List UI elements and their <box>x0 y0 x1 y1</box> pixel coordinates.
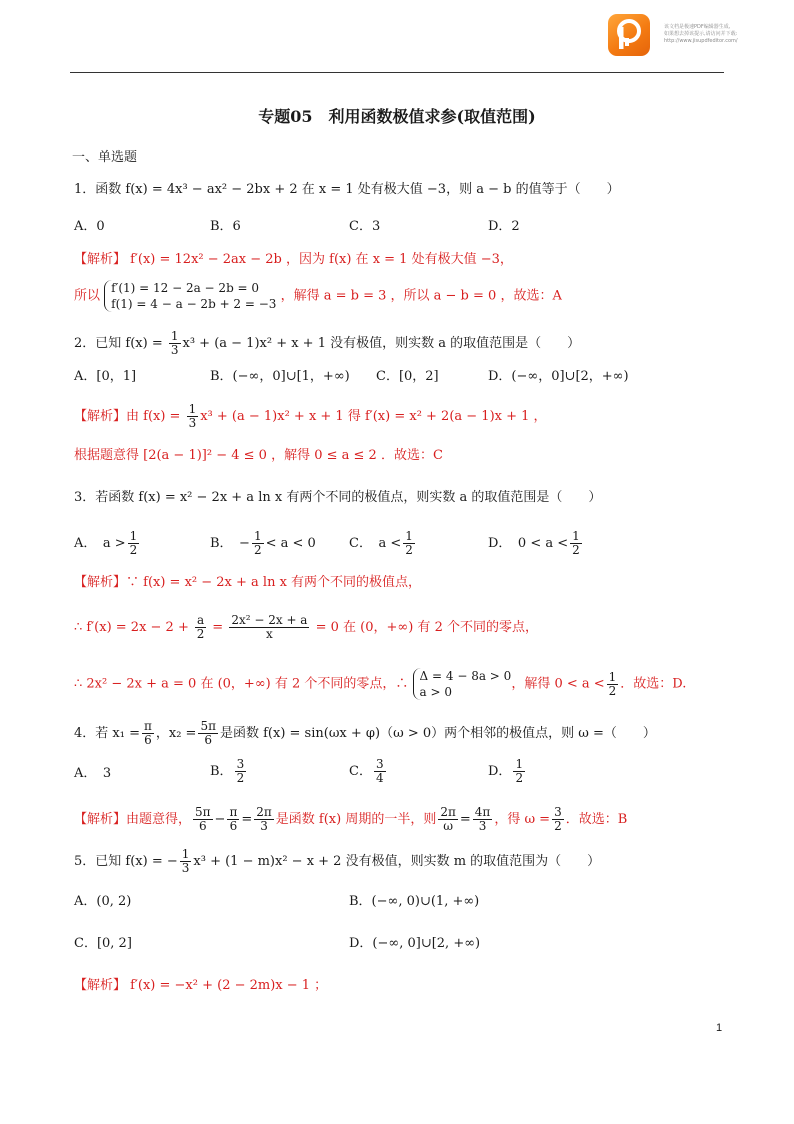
q4-sol-frac-1 <box>193 806 213 833</box>
q4-stem-frac-2 <box>198 720 218 747</box>
q3-opt-d-label: D． 0 < a < <box>488 536 569 551</box>
q2-sol-fraction <box>187 403 199 430</box>
q4-opt-d-den: 2 <box>515 771 524 785</box>
q3-sol2-prefix: ∴ f′(x) = 2x − 2 + <box>74 620 193 635</box>
q2-option-d: D．(−∞，0]∪[2，+∞) <box>488 369 629 384</box>
q4-opt-c-label: C． <box>349 764 372 779</box>
q1-option-a: A．0 <box>74 219 105 234</box>
q4-sol-f: ，得 ω = <box>494 812 551 827</box>
q3-sol3-fraction <box>607 671 619 698</box>
q4-opt-b-den: 2 <box>236 771 245 785</box>
q3-option-a <box>74 530 141 557</box>
q3-opt-b-num: 1 <box>253 529 262 543</box>
q4-f1-num: π <box>143 719 152 733</box>
watermark-line-1: 该文档是极速PDF编辑器生成, <box>664 24 731 30</box>
q1-sol-result: ，解得 a = b = 3 ，所以 a − b = 0 ，故选：A <box>280 288 562 304</box>
q4-sol-a: 【解析】由题意得， <box>74 812 192 827</box>
q2-sol-frac-num: 1 <box>188 402 197 416</box>
q5-stem <box>74 848 600 875</box>
q4-opt-b-num: 3 <box>236 757 245 771</box>
q2-stem <box>74 330 580 357</box>
q3-opt-a-label: A． a > <box>74 536 126 551</box>
q3-sol2-f1-num: a <box>197 613 205 627</box>
q4-sf3-den: 3 <box>260 819 268 833</box>
q4-sf4-den: ω <box>443 819 453 833</box>
q4-sol-frac-4 <box>438 806 458 833</box>
q2-stem-suffix: x³ + (a − 1)x² + x + 1 没有极值，则实数 a 的取值范围是（ ） <box>182 336 581 351</box>
q1-equation-system <box>104 280 276 312</box>
q4-f1-den: 6 <box>144 733 152 747</box>
q3-sol3-prefix: ∴ 2x² − 2x + a = 0 在 (0，+∞) 有 2 个不同的零点，∴ <box>74 676 409 692</box>
q3-solution-line-2 <box>74 614 538 641</box>
q5-option-d: D．(−∞, 0]∪[2, +∞) <box>349 936 481 951</box>
q4-stem <box>74 720 656 747</box>
q3-opt-c-fraction <box>403 530 415 557</box>
q3-option-d <box>488 530 584 557</box>
q4-sol-e: = <box>459 812 471 827</box>
q3-sol2-fraction-2 <box>229 614 309 641</box>
q4-opt-d-fraction <box>513 758 525 785</box>
q3-option-c <box>349 530 417 557</box>
q5-option-c: C．[0, 2] <box>74 936 132 951</box>
q4-sf6-num: 3 <box>554 805 562 819</box>
q4-opt-d-num: 1 <box>515 757 524 771</box>
q3-solution-line-1: 【解析】∵ f(x) = x² − 2x + a ln x 有两个不同的极值点， <box>74 575 422 590</box>
q4-sf2-num: π <box>229 805 238 819</box>
q4-option-a: A． 3 <box>74 766 112 781</box>
q4-sf6-den: 2 <box>554 819 562 833</box>
q1-system-eq-2: f(1) = 4 − a − 2b + 2 = −3 <box>111 297 277 311</box>
q4-stem-b: ，x₂ = <box>155 726 197 741</box>
q2-frac-num: 1 <box>170 329 179 343</box>
q4-sol-c: = <box>241 812 253 827</box>
q4-f2-num: 5π <box>200 719 216 733</box>
q3-sol2-f2-num: 2x² − 2x + a <box>231 613 308 627</box>
q4-stem-frac-1 <box>142 720 154 747</box>
brand-logo <box>608 14 650 56</box>
section-heading: 一、单选题 <box>72 150 138 165</box>
q2-sol-suffix: x³ + (a − 1)x² + x + 1 得 f′(x) = x² + 2(a − 1)x + 1 ， <box>200 409 547 424</box>
q3-sol2-equals: = <box>208 620 228 635</box>
q3-opt-a-den: 2 <box>129 543 138 557</box>
q3-solution-line-3 <box>74 668 686 700</box>
q4-sol-g: ．故选：B <box>565 812 628 827</box>
q4-opt-b-fraction <box>235 758 247 785</box>
q4-sf1-num: 5π <box>195 805 211 819</box>
q5-solution: 【解析】 f′(x) = −x² + (2 − 2m)x − 1 ； <box>74 978 328 993</box>
q4-option-b <box>210 758 248 785</box>
q3-system-eq-2: a > 0 <box>419 685 453 699</box>
q3-sol3-f-den: 2 <box>608 683 617 698</box>
q3-opt-b-label: B． − <box>210 536 250 551</box>
q5-option-a: A．(0, 2) <box>74 894 132 909</box>
q4-sf5-den: 3 <box>478 819 487 833</box>
q4-sol-b: − <box>214 812 226 827</box>
page-number: 1 <box>716 1022 723 1034</box>
q5-stem-prefix: 5．已知 f(x) = − <box>74 854 178 869</box>
q2-solution-line-1 <box>74 403 547 430</box>
q2-frac-den: 3 <box>170 343 179 357</box>
q3-opt-b-den: 2 <box>253 543 262 557</box>
q3-sol2-f1-den: 2 <box>196 627 205 641</box>
q3-opt-d-den: 2 <box>572 543 580 557</box>
q4-sf1-den: 6 <box>198 819 207 833</box>
q4-sf4-num: 2π <box>440 805 456 819</box>
q4-stem-a: 4．若 x₁ = <box>74 726 140 741</box>
page-title: 专题05 利用函数极值求参(取值范围) <box>258 107 536 126</box>
q4-opt-c-den: 4 <box>375 771 384 785</box>
q4-stem-c: 是函数 f(x) = sin(ωx + φ)（ω > 0）两个相邻的极值点，则 ω =（ ） <box>219 726 656 741</box>
q3-system-eq-1: Δ = 4 − 8a > 0 <box>419 669 512 683</box>
q3-sol3-suffix: ．故选：D. <box>620 676 687 692</box>
q4-sf2-den: 6 <box>229 819 238 833</box>
q4-solution <box>74 806 627 833</box>
q1-system-eq-1: f′(1) = 12 − 2a − 2b = 0 <box>111 281 260 295</box>
q4-opt-c-fraction <box>374 758 386 785</box>
q4-sol-frac-5 <box>473 806 493 833</box>
q2-fraction <box>169 330 181 357</box>
q3-opt-c-num: 1 <box>405 529 413 543</box>
q4-option-c <box>349 758 388 785</box>
q5-option-b: B．(−∞, 0)∪(1, +∞) <box>349 894 480 909</box>
q4-sol-frac-3 <box>254 806 274 833</box>
q3-opt-c-label: C． a < <box>349 536 402 551</box>
q5-frac-num: 1 <box>181 847 190 861</box>
q2-stem-prefix: 2．已知 f(x) = <box>74 336 167 351</box>
q4-sf3-num: 2π <box>256 805 272 819</box>
q3-opt-a-num: 1 <box>129 529 138 543</box>
q4-option-d <box>488 758 527 785</box>
q3-opt-a-fraction <box>128 530 140 557</box>
q5-stem-suffix: x³ + (1 − m)x² − x + 2 没有极值，则实数 m 的取值范围为（ ） <box>193 854 601 869</box>
q3-sol2-suffix: = 0 在 (0，+∞) 有 2 个不同的零点， <box>311 620 538 635</box>
watermark-line-3: http://www.jisupdfeditor.com/ <box>664 38 738 44</box>
q3-option-b <box>210 530 316 557</box>
q3-sol2-fraction-1 <box>195 614 206 641</box>
header-rule <box>70 72 724 73</box>
q3-sol2-f2-den: x <box>266 627 273 641</box>
q1-option-b: B．6 <box>210 219 241 234</box>
q3-opt-d-num: 1 <box>572 529 580 543</box>
q3-equation-system <box>413 668 512 700</box>
q5-fraction <box>180 848 192 875</box>
q2-sol-prefix: 【解析】由 f(x) = <box>74 409 185 424</box>
q3-opt-b-suffix: < a < 0 <box>265 536 316 551</box>
q3-opt-c-den: 2 <box>405 543 413 557</box>
q4-sol-d: 是函数 f(x) 周期的一半，则 <box>275 812 437 827</box>
q3-sol3-mid: ，解得 0 < a < <box>511 676 605 692</box>
q4-opt-c-num: 3 <box>375 757 384 771</box>
q2-solution-line-2: 根据题意得 [2(a − 1)]² − 4 ≤ 0 ，解得 0 ≤ a ≤ 2 ．故选：C <box>74 448 443 463</box>
q4-opt-b-label: B． <box>210 764 233 779</box>
q1-solution-line-2 <box>74 280 562 312</box>
q2-sol-frac-den: 3 <box>188 416 197 430</box>
q4-sol-frac-6 <box>552 806 564 833</box>
q3-opt-d-fraction <box>570 530 582 557</box>
q4-sf5-num: 4π <box>474 805 491 819</box>
q2-option-a: A．[0，1] <box>74 369 137 384</box>
q4-sol-frac-2 <box>227 806 239 833</box>
pdf-logo-icon <box>608 14 650 56</box>
q2-option-b: B．(−∞，0]∪[1，+∞) <box>210 369 350 384</box>
q3-sol3-f-num: 1 <box>608 669 617 684</box>
q4-opt-d-label: D． <box>488 764 512 779</box>
q4-f2-den: 6 <box>204 733 213 747</box>
watermark-line-2: 如果想去掉该提示,请访问并下载: <box>664 31 738 37</box>
q1-option-d: D．2 <box>488 219 520 234</box>
q1-sol-prefix: 所以 <box>74 288 101 304</box>
q2-option-c: C．[0，2] <box>376 369 439 384</box>
q1-stem: 1．函数 f(x) = 4x³ − ax² − 2bx + 2 在 x = 1 处有极大值 −3，则 a − b 的值等于（ ） <box>74 182 620 197</box>
q3-opt-b-fraction <box>252 530 264 557</box>
q5-frac-den: 3 <box>181 861 190 875</box>
q3-stem: 3．若函数 f(x) = x² − 2x + a ln x 有两个不同的极值点，则实数 a 的取值范围是（ ） <box>74 490 602 505</box>
q1-option-c: C．3 <box>349 219 381 234</box>
q1-solution-line-1: 【解析】 f′(x) = 12x² − 2ax − 2b ，因为 f(x) 在 x = 1 处有极大值 −3， <box>74 252 513 267</box>
